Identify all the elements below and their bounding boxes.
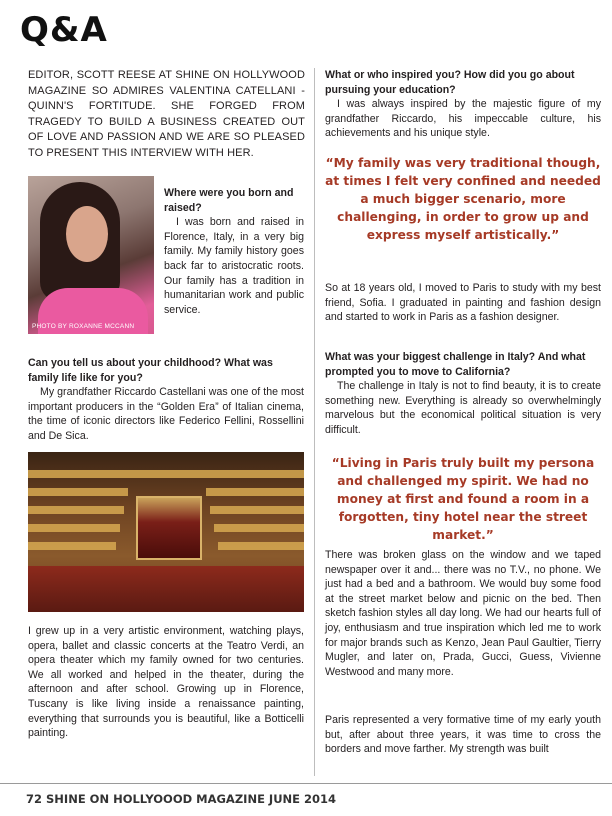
question-childhood: Can you tell us about your childhood? What was family life like for you? — [28, 357, 273, 384]
answer-artistic-environment: I grew up in a very artistic environment, watching plays, opera, ballet and classic concerts at the Teatro Verdi, an opera theater which my family owned for two centuries. We all worked and helped in the theater, during the afternoon and after school. Growing up in Florence, Tuscany is like living inside a renaissance painting, everything that surrounds you is beautiful, like a Botticelli painting. — [28, 625, 304, 740]
theater-photo — [28, 452, 304, 612]
question-born-raised-block — [164, 186, 304, 317]
paris-life-block — [325, 548, 601, 679]
childhood-continued-block — [28, 624, 304, 741]
answer-born-raised: I was born and raised in Florence, Italy, in a very big family. My family history goes back far to aristocratic roots. Our family has a tradition in humanitarian work and public service. — [164, 216, 304, 316]
photo-credit: PHOTO BY ROXANNE MCCANN — [32, 323, 135, 330]
question-born-raised: Where were you born and raised? — [164, 187, 294, 214]
paris-formative-block — [325, 713, 601, 757]
answer-paris-move: So at 18 years old, I moved to Paris to study with my best friend, Sofia. I graduated in painting and fashion design and started to work in Paris as a fashion designer. — [325, 282, 601, 324]
question-childhood-block — [28, 356, 304, 444]
answer-paris-formative: Paris represented a very formative time of my early youth but, after about three years, it was time to cross the borders and move farther. My strength was built — [325, 714, 601, 756]
pull-quote-family: “My family was very traditional though, at times I felt very confined and needed a much bigger scenario, more challenging, in order to grow up and express myself artistically.” — [325, 156, 601, 242]
page-title: Q&A — [20, 10, 108, 50]
answer-paris-life: There was broken glass on the window and we taped newspaper over it and... there was no T.V., no phone. We just had a bed and a bathroom. We would buy some food at the street market below and picnic on the bed. Then sketch fashion styles all day long. We had our hearts full of joy, enthusiasm and true inspiration which led me to work for major brands such as Kenzo, Jean Paul Gaultier, Tierry Mugler, and later on, Prada, Gucci, Guess, Vivienne Westwood and many more. — [325, 549, 601, 678]
answer-inspiration: I was always inspired by the majestic figure of my grandfather Riccardo, his impeccable culture, his achievements and his unique style. — [325, 98, 601, 140]
answer-childhood: My grandfather Riccardo Castellani was one of the most important producers in the “Golden Era” of Italian cinema, the time of iconic directors like Federico Fellini, Rossellini and De Sica. — [28, 386, 304, 442]
question-challenge: What was your biggest challenge in Italy? And what prompted you to move to California? — [325, 351, 586, 378]
page-footer — [0, 783, 612, 816]
answer-challenge: The challenge in Italy is not to find beauty, it is to create something new. Everything is already so overwhelmingly marvelous but the economical political situation is very difficult. — [325, 380, 601, 436]
portrait-photo — [28, 176, 154, 334]
pull-quote-paris: “Living in Paris truly built my persona and challenged my spirit. We had no money at first and found a room in a forgotten, tiny hotel near the street market.” — [331, 456, 595, 542]
question-challenge-block — [325, 350, 601, 438]
intro-paragraph: EDITOR, SCOTT REESE AT SHINE ON HOLLYWOOD MAGAZINE SO ADMIRES VALENTINA CATELLANI - QUINN'S FORTITUDE. SHE FORGED FROM TRAGEDY TO BUILD A BUSINESS CREATED OUT OF LOVE AND PASSION AND WE ARE SO PLEASED TO PRESENT THIS INTERVIEW WITH HER. — [28, 69, 305, 159]
column-divider — [314, 68, 315, 776]
paris-move-block — [325, 281, 601, 325]
question-inspiration-block — [325, 68, 601, 141]
footer-folio: 72 SHINE ON HOLLYOOOD MAGAZINE JUNE 2014 — [26, 792, 337, 806]
question-inspiration: What or who inspired you? How did you go about pursuing your education? — [325, 69, 575, 96]
